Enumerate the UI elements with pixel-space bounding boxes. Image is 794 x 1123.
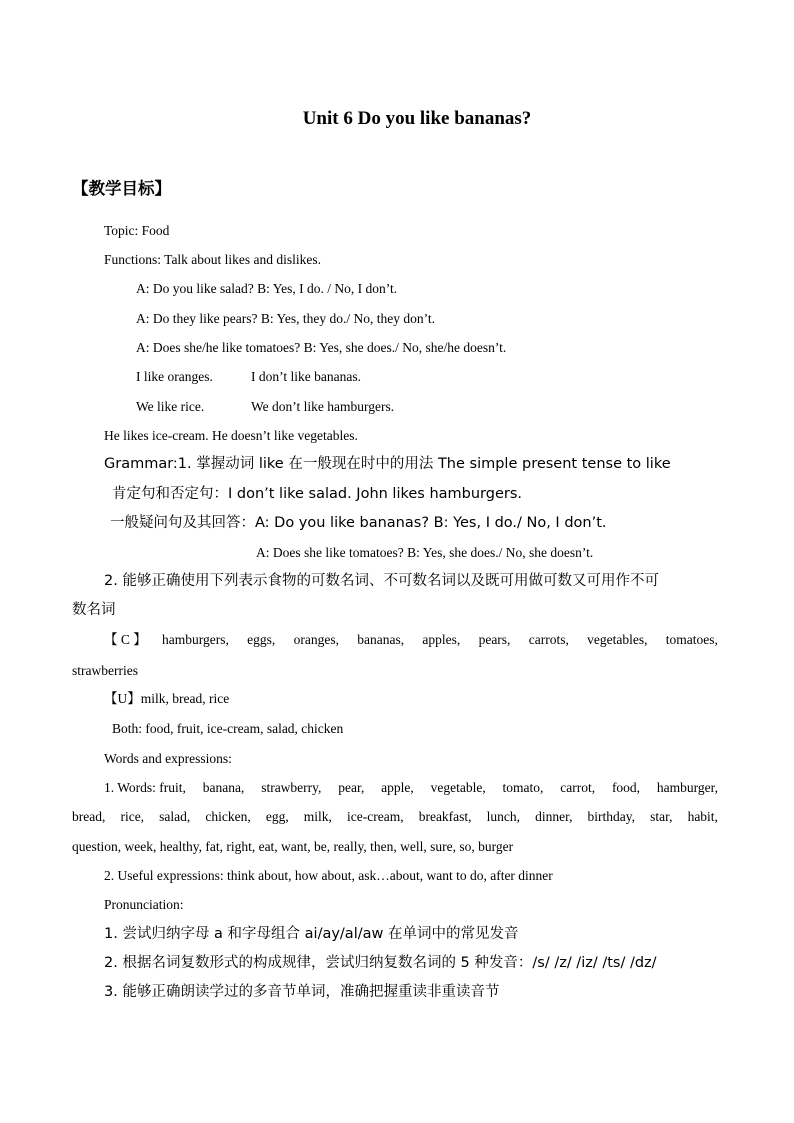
word-item: bread, xyxy=(72,809,106,824)
grammar-line: 一般疑问句及其回答：A: Do you like bananas? B: Yes, I do./ No, I don’t. xyxy=(110,515,607,531)
grammar-point-2: 2. 能够正确使用下列表示食物的可数名词、不可数名词以及既可用做可数又可用作不可 xyxy=(104,573,659,589)
word-item: chicken, xyxy=(205,809,251,824)
grammar-point-2-cont: 数名词 xyxy=(72,602,116,618)
functions-line: Functions: Talk about likes and dislikes. xyxy=(104,252,322,267)
word-item: star, xyxy=(650,809,673,824)
countable-item: apples, xyxy=(422,632,461,647)
word-item: food, xyxy=(611,780,641,795)
words-line-1 xyxy=(104,779,718,797)
word-item: birthday, xyxy=(587,809,636,824)
pronunciation-line: 1. 尝试归纳字母 a 和字母组合 ai/ay/al/aw 在单词中的常见发音 xyxy=(104,926,519,942)
word-item: dinner, xyxy=(535,809,573,824)
he-likes-line: He likes ice-cream. He doesn’t like vegetables. xyxy=(104,428,358,443)
countable-item: oranges, xyxy=(293,632,339,647)
countable-item: bananas, xyxy=(357,632,405,647)
countable-item-last: strawberries xyxy=(72,663,138,678)
word-item: strawberry, xyxy=(261,780,322,795)
example-left: We like rice. xyxy=(136,399,205,414)
useful-expressions-line: 2. Useful expressions: think about, how about, ask…about, want to do, after dinner xyxy=(104,868,553,883)
pronunciation-line: 3. 能够正确朗读学过的多音节单词，准确把握重读非重读音节 xyxy=(104,984,500,1000)
countable-item: carrots, xyxy=(528,632,569,647)
word-item: carrot, xyxy=(560,780,596,795)
dialogue-line: A: Does she/he like tomatoes? B: Yes, she does./ No, she/he doesn’t. xyxy=(136,340,507,355)
word-item: pear, xyxy=(338,780,365,795)
dialogue-line: A: Do you like salad? B: Yes, I do. / No, I don’t. xyxy=(136,281,398,296)
word-item: 1. Words: fruit, xyxy=(104,780,186,795)
countable-item: tomatoes, xyxy=(665,632,718,647)
grammar-line: Grammar:1. 掌握动词 like 在一般现在时中的用法 The simple present tense to like xyxy=(104,456,671,472)
uncountable-line: 【U】milk, bread, rice xyxy=(104,691,230,706)
word-item: habit, xyxy=(687,809,718,824)
words-line-2 xyxy=(72,808,718,826)
word-item: lunch, xyxy=(486,809,521,824)
words-line-3: question, week, healthy, fat, right, eat, want, be, really, then, well, sure, so, burger xyxy=(72,839,514,854)
countable-list xyxy=(162,631,718,649)
countable-label: 【 C 】 xyxy=(104,632,147,647)
topic-line: Topic: Food xyxy=(104,223,170,238)
both-line: Both: food, fruit, ice-cream, salad, chicken xyxy=(112,721,344,736)
grammar-line: 肯定句和否定句：I don’t like salad. John likes hamburgers. xyxy=(112,486,523,502)
example-right: I don’t like bananas. xyxy=(251,369,361,384)
word-item: vegetable, xyxy=(430,780,486,795)
page-title: Unit 6 Do you like bananas? xyxy=(302,108,532,129)
word-item: tomato, xyxy=(502,780,544,795)
example-right: We don’t like hamburgers. xyxy=(251,399,395,414)
word-item: salad, xyxy=(159,809,191,824)
word-item: banana, xyxy=(202,780,245,795)
word-item: milk, xyxy=(303,809,332,824)
word-item: apple, xyxy=(381,780,414,795)
grammar-line: A: Does she like tomatoes? B: Yes, she does./ No, she doesn’t. xyxy=(256,545,594,560)
pronunciation-line: 2. 根据名词复数形式的构成规律，尝试归纳复数名词的 5 种发音：/s/ /z/ /iz/ /ts/ /dz/ xyxy=(104,955,657,971)
word-item: breakfast, xyxy=(418,809,472,824)
word-item: egg, xyxy=(265,809,289,824)
word-item: ice-cream, xyxy=(347,809,404,824)
example-left: I like oranges. xyxy=(136,369,213,384)
countable-item: pears, xyxy=(478,632,511,647)
word-item: hamburger, xyxy=(656,780,718,795)
countable-item: hamburgers, xyxy=(162,632,229,647)
pronunciation-heading: Pronunciation: xyxy=(104,897,184,912)
section-heading: 【教学目标】 xyxy=(72,179,171,198)
countable-item: vegetables, xyxy=(587,632,648,647)
word-item: rice, xyxy=(120,809,145,824)
words-heading: Words and expressions: xyxy=(104,751,232,766)
countable-item: eggs, xyxy=(247,632,276,647)
dialogue-line: A: Do they like pears? B: Yes, they do./ No, they don’t. xyxy=(136,311,435,326)
